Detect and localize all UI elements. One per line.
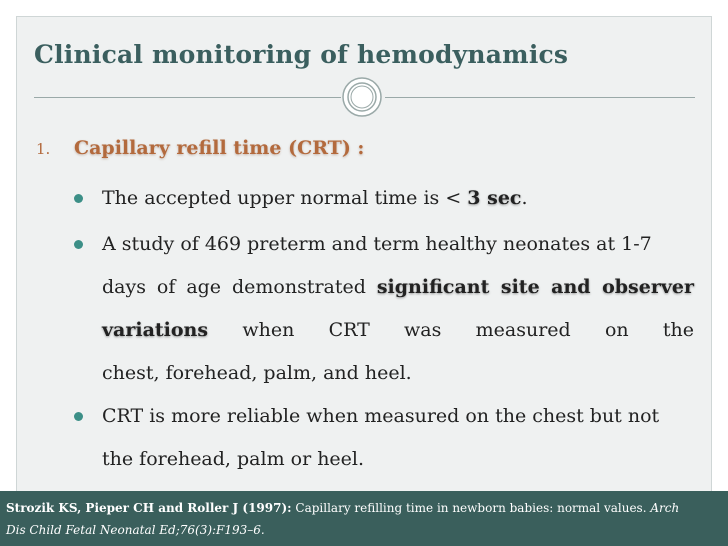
heading-number: 1. — [36, 140, 51, 158]
bullet-line: CRT is more reliable when measured on the chest but not — [102, 405, 660, 427]
section-heading — [36, 137, 364, 159]
bullet-line — [102, 266, 694, 309]
bullet-dot-icon — [74, 412, 83, 421]
bullet-line: the forehead, palm or heel. — [102, 448, 365, 470]
bullet-dot-icon — [74, 240, 83, 249]
bullet-item — [74, 395, 694, 481]
bullet-text: The accepted upper normal time is < — [102, 187, 468, 209]
bullet-dot-icon — [74, 194, 83, 203]
circle-ornament-icon — [341, 76, 383, 118]
reference-footer — [0, 491, 728, 546]
bullet-emphasis: variations — [102, 319, 209, 341]
heading-text: Capillary refill time (CRT) : — [74, 137, 365, 159]
bullet-line: chest, forehead, palm, and heel. — [102, 362, 412, 384]
reference-journal: Arch — [650, 501, 680, 515]
reference-journal-details: Dis Child Fetal Neonatal Ed;76(3):F193–6. — [6, 523, 265, 537]
bullet-text: when CRT was measured on the — [208, 319, 694, 341]
reference-authors: Strozik KS, Pieper CH and Roller J (1997): — [6, 501, 292, 515]
slide-title: Clinical monitoring of hemodynamics — [34, 40, 569, 69]
bullet-text-end: . — [521, 187, 528, 209]
bullet-text: days of age demonstrated — [102, 276, 377, 298]
bullet-emphasis: significant site and observer — [376, 276, 694, 298]
bullet-line: A study of 469 preterm and term healthy neonates at 1-7 — [102, 233, 652, 255]
title-divider-left — [34, 97, 341, 98]
title-divider-right — [385, 97, 695, 98]
bullet-line — [102, 309, 694, 352]
bullet-item — [74, 177, 694, 220]
bullet-item — [74, 223, 694, 395]
reference-title: Capillary refilling time in newborn babies: normal values. — [291, 501, 651, 515]
bullet-emphasis: 3 sec — [467, 187, 522, 209]
